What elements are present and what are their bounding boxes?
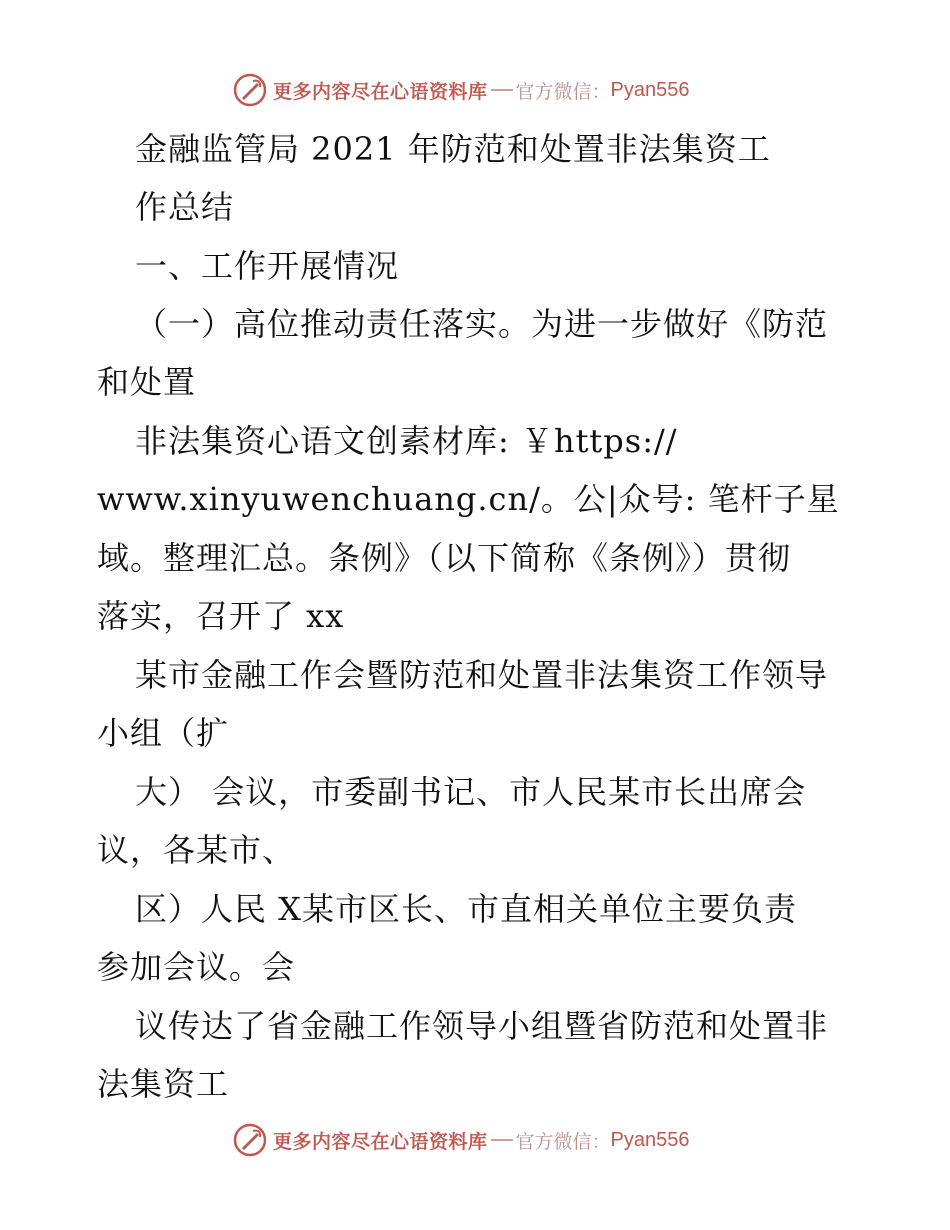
paragraph-line: （一）高位推动责任落实。为进一步做好《防范	[135, 305, 829, 343]
paragraph-line: 和处置	[97, 363, 197, 401]
quill-logo-icon	[233, 1123, 267, 1157]
doc-title-line-2: 作总结	[135, 188, 235, 226]
paragraph-line: 参加会议。会	[97, 948, 296, 986]
paragraph-line: 议传达了省金融工作领导小组暨省防范和处置非	[135, 1007, 829, 1045]
section-heading: 一、工作开展情况	[135, 247, 400, 285]
paragraph-line: 某市金融工作会暨防范和处置非法集资工作领导	[135, 656, 829, 694]
banner-main-text: 更多内容尽在心语资料库	[273, 80, 488, 103]
footer-banner	[233, 1120, 690, 1160]
paragraph-line: 法集资工	[97, 1065, 230, 1103]
paragraph-line: 大） 会议，市委副书记、市人民某市长出席会	[135, 773, 807, 811]
paragraph-line: 落实，召开了 xx	[97, 597, 345, 635]
doc-title-line-1: 金融监管局 2021 年防范和处置非法集资工	[135, 130, 771, 168]
paragraph-line: 域。整理汇总。条例》（以下简称《条例》）贯彻	[97, 539, 792, 577]
paragraph-line: 区）人民 X某市区长、市直相关单位主要负责	[135, 890, 797, 928]
banner-wechat-id: Pyan556	[610, 78, 690, 101]
paragraph-line: www.xinyuwenchuang.cn/。公|众号: 笔杆子星	[97, 480, 840, 518]
banner-sub-text: 官方微信：	[515, 1130, 611, 1153]
paragraph-line: 非法集资心语文创素材库: ￥https://	[135, 422, 678, 460]
banner-divider	[491, 1139, 513, 1141]
paragraph-line: 议，各某市、	[97, 831, 296, 869]
banner-main-text: 更多内容尽在心语资料库	[273, 1130, 488, 1153]
paragraph-line: 小组（扩	[97, 714, 230, 752]
banner-wechat-id: Pyan556	[610, 1128, 690, 1151]
banner-sub-text: 官方微信：	[515, 80, 611, 103]
